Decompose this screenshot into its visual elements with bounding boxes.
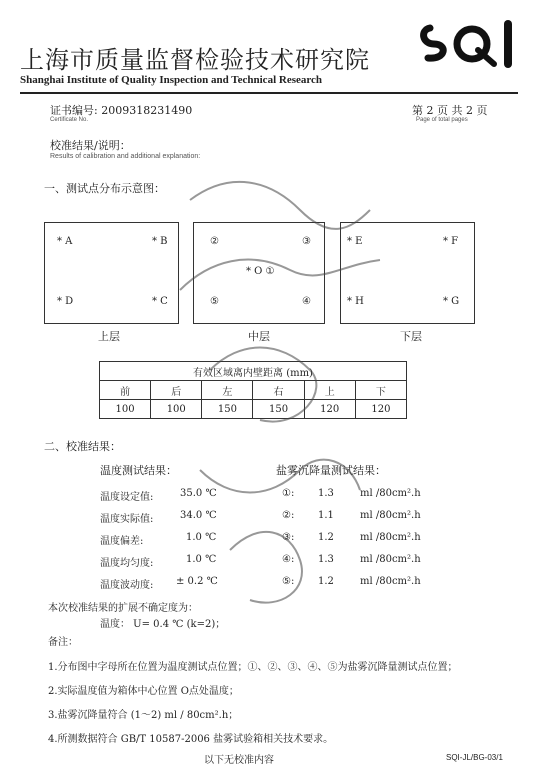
signature-scribble xyxy=(150,170,390,640)
calibration-heading-en: Results of calibration and additional explanation: xyxy=(50,153,201,160)
salt-row-value: 1.2 xyxy=(318,576,334,587)
upper-layer-label: 上层 xyxy=(98,330,120,343)
salt-row-value: 1.3 xyxy=(318,554,334,565)
table-header-cell: 后 xyxy=(151,381,202,400)
table-header-cell: 左 xyxy=(202,381,253,400)
point-f: * F xyxy=(443,236,459,247)
table-cell: 120 xyxy=(304,400,355,419)
point-b: * B xyxy=(152,236,168,247)
table-cell: 100 xyxy=(100,400,151,419)
note-item: 1.分布图中字母所在位置为温度测试点位置；①、②、③、④、⑤为盐雾沉降量测试点位置； xyxy=(48,662,458,673)
header-rule xyxy=(20,92,518,94)
page-indicator: 第 2 页 共 2 页 xyxy=(412,104,488,117)
calibration-heading: 校准结果/说明： xyxy=(50,139,131,152)
salt-row-value: 1.1 xyxy=(318,510,334,521)
salt-row-unit: ml /80cm².h xyxy=(360,532,421,543)
salt-row-point: ①: xyxy=(282,488,295,499)
salt-row-point: ③: xyxy=(282,532,295,543)
table-cell: 150 xyxy=(202,400,253,419)
temp-row-label: 温度均匀度: xyxy=(100,558,154,569)
note-item: 3.盐雾沉降量符合 (1～2) ml / 80cm².h； xyxy=(48,710,239,721)
table-header-cell: 下 xyxy=(355,381,406,400)
sqi-logo xyxy=(420,18,520,70)
notes-title: 备注： xyxy=(48,637,78,648)
salt-row-unit: ml /80cm².h xyxy=(360,488,421,499)
certificate-number-line xyxy=(50,102,192,118)
salt-row-unit: ml /80cm².h xyxy=(360,510,421,521)
footer-center: 以下无校准内容 xyxy=(204,755,274,766)
page-indicator-en: Page of total pages xyxy=(416,117,468,123)
salt-point-4: ④ xyxy=(302,296,311,307)
certificate-number: 2009318231490 xyxy=(101,104,193,117)
salt-point-3: ③ xyxy=(302,236,311,247)
salt-row-value: 1.3 xyxy=(318,488,334,499)
temp-row-value: 34.0 ℃ xyxy=(180,510,217,521)
table-cell: 100 xyxy=(151,400,202,419)
temp-row-label: 温度实际值: xyxy=(100,514,154,525)
institute-subtitle: Shanghai Institute of Quality Inspection and Technical Research xyxy=(20,74,323,86)
temp-row-value: ± 0.2 ℃ xyxy=(176,576,218,587)
table-header-cell: 右 xyxy=(253,381,304,400)
salt-row-unit: ml /80cm².h xyxy=(360,554,421,565)
temp-row-value: 35.0 ℃ xyxy=(180,488,217,499)
salt-row-point: ②: xyxy=(282,510,295,521)
salt-row-point: ⑤: xyxy=(282,576,295,587)
salt-point-5: ⑤ xyxy=(210,296,219,307)
uncertainty-line1: 本次校准结果的扩展不确定度为： xyxy=(48,603,198,614)
section1-title: 一、测试点分布示意图： xyxy=(44,182,165,195)
uncertainty-line2: 温度： U= 0.4 ℃ (k=2)； xyxy=(100,619,226,630)
salt-heading: 盐雾沉降量测试结果： xyxy=(276,464,386,477)
temp-heading: 温度测试结果： xyxy=(100,464,177,477)
table-header-cell: 前 xyxy=(100,381,151,400)
note-item: 2.实际温度值为箱体中心位置 O点处温度； xyxy=(48,686,239,697)
salt-row-value: 1.2 xyxy=(318,532,334,543)
point-d: * D xyxy=(57,296,74,307)
center-point-o: * O ① xyxy=(246,266,275,277)
point-e: * E xyxy=(347,236,363,247)
point-a: * A xyxy=(57,236,73,247)
salt-row-unit: ml /80cm².h xyxy=(360,576,421,587)
table-cell: 150 xyxy=(253,400,304,419)
point-g: * G xyxy=(443,296,460,307)
footer-code: SQI-JL/BG-03/1 xyxy=(446,753,503,762)
table-header-cell: 上 xyxy=(304,381,355,400)
distance-table-caption: 有效区域离内壁距离 (mm) xyxy=(100,362,407,381)
section2-title: 二、校准结果： xyxy=(44,440,121,453)
institute-title: 上海市质量监督检验技术研究院 xyxy=(20,46,370,74)
point-h: * H xyxy=(347,296,364,307)
middle-layer-label: 中层 xyxy=(248,330,270,343)
certificate-label: 证书编号: xyxy=(50,104,98,117)
point-c: * C xyxy=(152,296,168,307)
temp-row-value: 1.0 ℃ xyxy=(186,532,217,543)
lower-layer-label: 下层 xyxy=(400,330,422,343)
certificate-label-en: Certificate No. xyxy=(50,117,89,123)
temp-row-label: 温度波动度: xyxy=(100,580,154,591)
salt-row-point: ④: xyxy=(282,554,295,565)
temp-row-label: 温度偏差: xyxy=(100,536,144,547)
temp-row-value: 1.0 ℃ xyxy=(186,554,217,565)
salt-point-2: ② xyxy=(210,236,219,247)
note-item: 4.所测数据符合 GB/T 10587-2006 盐雾试验箱相关技术要求。 xyxy=(48,734,334,745)
table-cell: 120 xyxy=(355,400,406,419)
temp-row-label: 温度设定值: xyxy=(100,492,154,503)
